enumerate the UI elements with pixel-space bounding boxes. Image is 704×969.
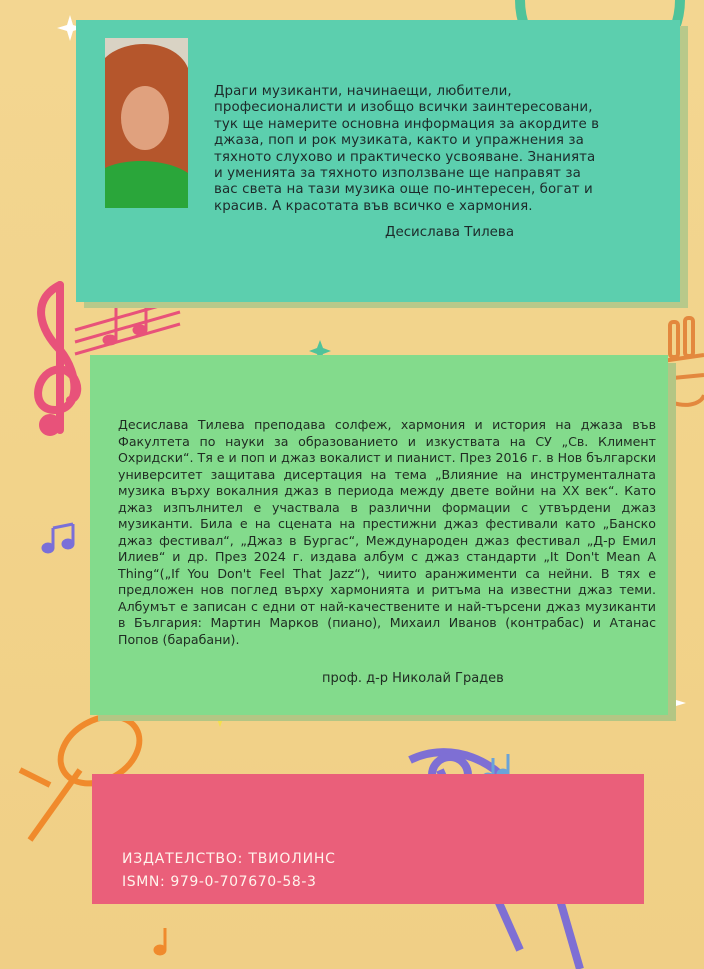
- note-icon: [43, 524, 73, 552]
- ismn-number: ISMN: 979-0-707670-58-3: [122, 874, 317, 890]
- intro-text: Драги музиканти, начинаещи, любители, професионалисти и изобщо всички заинтересовани, тук ще намерите основна информация за акордите в джаза, поп и рок музиката, както и упражнения за тяхното слухово и практическо усвояване. Знанията и уменията за тяхното използване ще направят за вас света на тази музика още по-интересен, богат и красив. А красотата във всичко е хармония.: [214, 84, 600, 214]
- note-icon: [155, 928, 165, 954]
- treble-clef-icon: [38, 285, 77, 432]
- author-photo: [105, 38, 188, 208]
- bio-text: Десислава Тилева преподава солфеж, хармония и история на джаза във Факултета по науки за образованието и изкуствата на СУ „Св. Климент Охридски“. Тя е и поп и джаз вокалист и пианист. През 2016 г. в Нов български университет защитава дисертация на тема „Влияние на инструменталната музика върху вокалния джаз в периода между двете войни на XX век“. Като джаз изпълнител е участвала в различни формации с утвърдени джаз музиканти. Била е на сцената на престижни джаз фестивали като „Банско джаз фестивал“, „Джаз в Бургас“, Международен джаз фестивал „Д-р Емил Илиев“ и др. През 2024 г. издава албум с джаз стандарти „It Don't Mean A Thing“(„If You Don't Feel That Jazz“), чиито аранжименти са нейни. В тях е предложен нов поглед върху хармонията и ритъма на известни джаз теми. Албумът е записан с едни от най-качествените и най-търсени джаз музиканти в България: Мартин Марков (пиано), Михаил Иванов (контрабас) и Атанас Попов (барабани).: [118, 417, 656, 647]
- publisher-line: ИЗДАТЕЛСТВО: ТВИОЛИНС: [122, 851, 336, 867]
- bio-signature: проф. д-р Николай Градев: [322, 671, 504, 686]
- intro-signature: Десислава Тилева: [385, 225, 515, 240]
